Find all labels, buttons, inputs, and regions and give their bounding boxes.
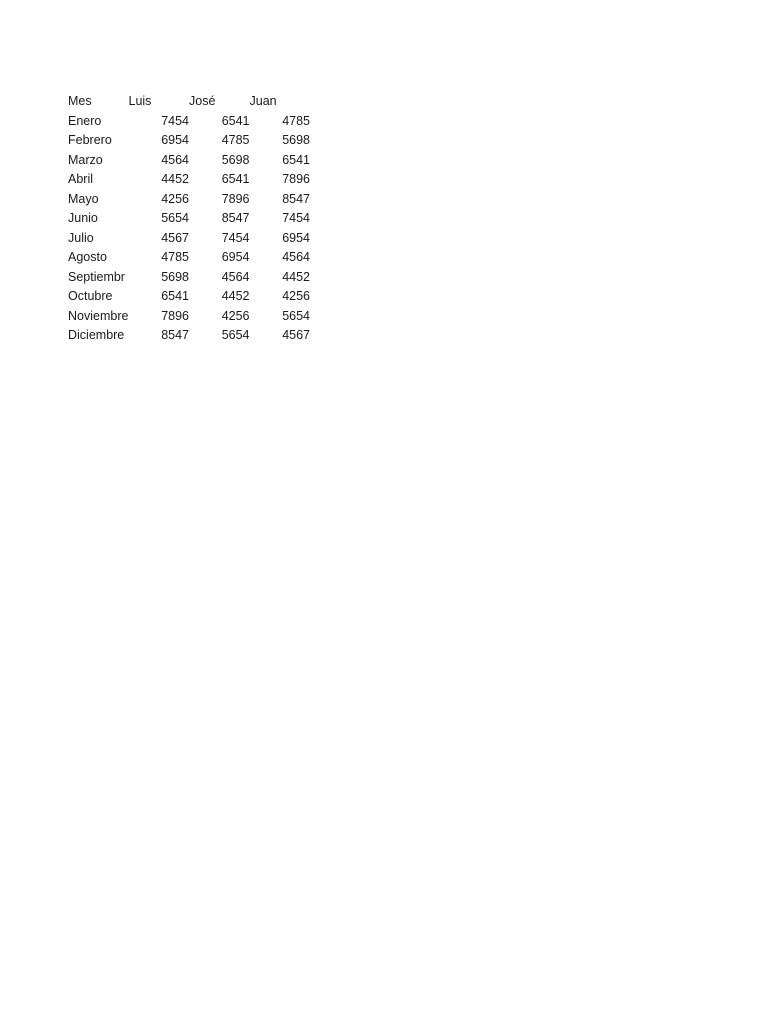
table-row bbox=[68, 151, 310, 171]
value-cell: 4564 bbox=[282, 250, 310, 264]
month-cell: Enero bbox=[68, 113, 102, 128]
table-row bbox=[68, 229, 310, 249]
value-cell: 6541 bbox=[161, 289, 189, 303]
month-cell: Diciembre bbox=[68, 328, 125, 342]
value-cell: 8547 bbox=[161, 328, 189, 342]
month-cell: Julio bbox=[68, 230, 94, 245]
table-row bbox=[68, 112, 310, 132]
table-row bbox=[68, 268, 310, 288]
value-cell: 5654 bbox=[161, 211, 189, 225]
table-row bbox=[68, 307, 310, 327]
month-cell: Marzo bbox=[68, 152, 103, 167]
month-cell: Agosto bbox=[68, 250, 107, 264]
header-cell-luis: Luis bbox=[128, 94, 152, 108]
table-row bbox=[68, 248, 310, 268]
header-cell-jose: José bbox=[189, 94, 216, 108]
month-cell: Junio bbox=[68, 211, 98, 225]
table-row bbox=[68, 190, 310, 210]
sales-table bbox=[68, 92, 310, 346]
spreadsheet-page bbox=[68, 92, 310, 346]
value-cell: 6541 bbox=[221, 113, 250, 128]
value-cell: 6541 bbox=[282, 152, 310, 167]
value-cell: 4256 bbox=[161, 191, 189, 206]
value-cell: 6541 bbox=[221, 172, 250, 186]
value-cell: 5698 bbox=[161, 269, 189, 284]
value-cell: 5654 bbox=[221, 328, 250, 342]
header-row bbox=[68, 92, 310, 112]
table-row bbox=[68, 326, 310, 346]
table-row bbox=[68, 131, 310, 151]
value-cell: 8547 bbox=[282, 191, 310, 206]
value-cell: 5698 bbox=[221, 152, 250, 167]
value-cell: 7896 bbox=[282, 172, 310, 186]
value-cell: 4256 bbox=[221, 308, 250, 323]
value-cell: 4256 bbox=[282, 289, 310, 303]
value-cell: 8547 bbox=[221, 211, 250, 225]
header-cell-juan: Juan bbox=[249, 94, 277, 108]
value-cell: 6954 bbox=[221, 250, 250, 264]
month-cell: Abril bbox=[68, 172, 94, 186]
value-cell: 6954 bbox=[161, 133, 189, 147]
value-cell: 5698 bbox=[282, 133, 310, 147]
value-cell: 6954 bbox=[282, 230, 310, 245]
month-cell: Noviembre bbox=[68, 308, 129, 323]
value-cell: 4452 bbox=[161, 172, 189, 186]
value-cell: 4564 bbox=[161, 152, 189, 167]
value-cell: 4567 bbox=[161, 230, 189, 245]
table-row bbox=[68, 287, 310, 307]
value-cell: 7454 bbox=[161, 113, 189, 128]
value-cell: 4785 bbox=[161, 250, 189, 264]
value-cell: 4567 bbox=[282, 328, 310, 342]
value-cell: 7454 bbox=[221, 230, 250, 245]
value-cell: 7454 bbox=[282, 211, 310, 225]
header-cell-mes: Mes bbox=[68, 94, 92, 108]
value-cell: 5654 bbox=[282, 308, 310, 323]
value-cell: 7896 bbox=[221, 191, 250, 206]
month-cell: Mayo bbox=[68, 191, 99, 206]
table-row bbox=[68, 209, 310, 229]
value-cell: 4452 bbox=[282, 269, 310, 284]
value-cell: 7896 bbox=[161, 308, 189, 323]
value-cell: 4564 bbox=[221, 269, 250, 284]
month-cell: Septiembr bbox=[68, 269, 125, 284]
month-cell: Febrero bbox=[68, 133, 112, 147]
value-cell: 4785 bbox=[282, 113, 310, 128]
month-cell: Octubre bbox=[68, 289, 113, 303]
table-row bbox=[68, 170, 310, 190]
value-cell: 4785 bbox=[221, 133, 250, 147]
value-cell: 4452 bbox=[221, 289, 250, 303]
